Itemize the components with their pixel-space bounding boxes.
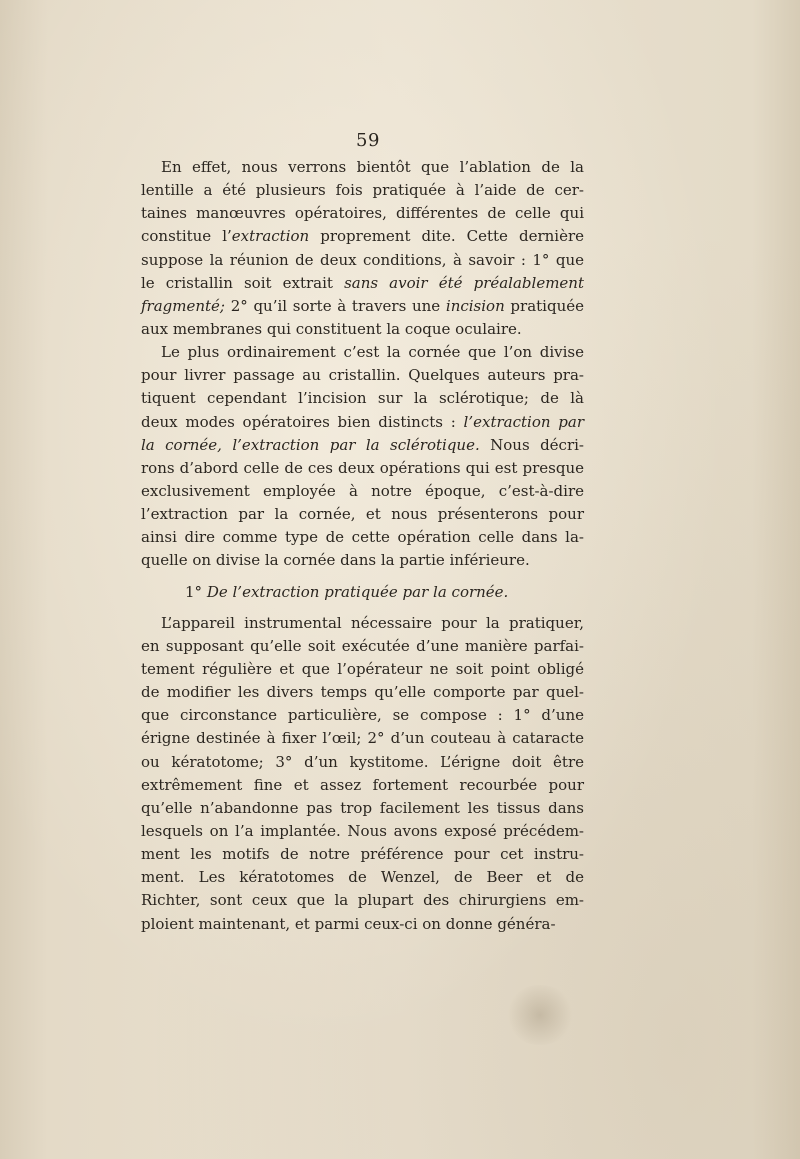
text-run: L’appareil instrumental nécessaire pour la pratiquer, [161, 613, 584, 632]
text-run: suppose la réunion de deux conditions, à savoir : 1° que [141, 250, 584, 269]
text-line [141, 913, 584, 936]
text-run: rons d’abord celle de ces deux opérations qui est presque [141, 458, 584, 477]
paragraph [141, 156, 584, 341]
text-run: Richter, sont ceux que la plupart des chirurgiens em- [141, 891, 584, 910]
text-run: Nous décri- [479, 435, 584, 454]
text-run: 2° qu’il sorte à travers une [225, 296, 446, 315]
italic-text: sans avoir été préalablement [344, 273, 584, 292]
text-run: proprement dite. Cette dernière [309, 227, 584, 246]
text-line [141, 774, 584, 797]
text-run: pour livrer passage au cristallin. Quelques auteurs pra- [141, 366, 584, 385]
text-run: extrêmement fine et assez fortement recourbée pour [141, 775, 584, 794]
text-line [141, 387, 584, 410]
text-run: exclusivement employée à notre époque, c’est-à-dire [141, 481, 584, 500]
italic-text: extraction [231, 227, 310, 246]
text-line [141, 179, 584, 202]
text-run: ploient maintenant, et parmi ceux-ci on donne généra- [141, 914, 556, 933]
page-number: 59 [356, 130, 380, 151]
text-line [141, 612, 584, 635]
text-run: tement régulière et que l’opérateur ne soit point obligé [141, 659, 584, 678]
text-run: l’extraction par la cornée, et nous présenterons pour [141, 505, 584, 524]
text-run: de modifier les divers temps qu’elle comporte par quel- [141, 683, 584, 702]
text-run: En effet, nous verrons bientôt que l’ablation de la [161, 158, 584, 176]
text-line [141, 503, 584, 526]
text-run: ou kératotome; 3° d’un kystitome. L’érigne doit être [141, 752, 584, 771]
text-run: taines manœuvres opératoires, différentes de celle qui [141, 204, 584, 223]
text-line [141, 866, 584, 889]
text-run: quelle on divise la cornée dans la partie inférieure. [141, 551, 530, 570]
text-run: ment. Les kératotomes de Wenzel, de Beer et de [141, 868, 584, 887]
text-line [141, 843, 584, 866]
text-run: ment les motifs de notre préférence pour cet instru- [141, 845, 584, 864]
italic-text: fragmenté; [141, 296, 225, 315]
text-run: aux membranes qui constituent la coque oculaire. [141, 319, 522, 338]
text-line [141, 295, 584, 318]
text-run: lesquels on l’a implantée. Nous avons exposé précédem- [141, 821, 584, 840]
text-line [141, 797, 584, 820]
section-heading-number: 1° [185, 582, 203, 601]
text-line [141, 272, 584, 295]
paper-stain [505, 985, 575, 1045]
text-run: érigne destinée à fixer l’œil; 2° d’un couteau à cataracte [141, 729, 584, 748]
text-line [141, 202, 584, 225]
text-run: deux modes opératoires bien distincts : [141, 412, 464, 431]
text-run: pratiquée [504, 296, 584, 315]
text-line [141, 751, 584, 774]
text-run: qu’elle n’abandonne pas trop facilement les tissus dans [141, 798, 584, 817]
text-line [141, 727, 584, 750]
text-line [141, 704, 584, 727]
text-line [141, 364, 584, 387]
text-line [141, 635, 584, 658]
text-line [141, 318, 584, 341]
paragraph [141, 341, 584, 572]
italic-text: la cornée, l’extraction par la sclérotique. [141, 435, 480, 454]
text-line [141, 658, 584, 681]
text-line [141, 341, 584, 364]
text-line [141, 434, 584, 457]
text-run: tiquent cependant l’incision sur la sclérotique; de là [141, 389, 584, 408]
text-line [141, 549, 584, 572]
text-line [141, 889, 584, 912]
body-text [141, 156, 584, 936]
text-line [141, 820, 584, 843]
text-run: constitue l’ [141, 227, 232, 246]
italic-text: l’extraction par [463, 412, 584, 431]
section-heading-text: De l’extraction pratiquée par la cornée. [206, 582, 509, 601]
text-line [141, 411, 584, 434]
text-line [141, 681, 584, 704]
paragraph [141, 612, 584, 936]
text-run: le cristallin soit extrait [141, 273, 345, 292]
text-run: Le plus ordinairement c’est la cornée que l’on divise [161, 343, 584, 362]
text-line [141, 526, 584, 549]
text-run: que circonstance particulière, se compose : 1° d’une [141, 706, 584, 725]
text-line [141, 457, 584, 480]
italic-text: incision [445, 296, 505, 315]
text-run: ainsi dire comme type de cette opération celle dans la- [141, 528, 584, 547]
section-heading [141, 581, 584, 604]
text-line [141, 249, 584, 272]
text-run: en supposant qu’elle soit exécutée d’une manière parfai- [141, 636, 584, 655]
text-line [141, 225, 584, 248]
text-line [141, 480, 584, 503]
text-run: lentille a été plusieurs fois pratiquée à l’aide de cer- [141, 181, 584, 200]
text-line [141, 156, 584, 179]
